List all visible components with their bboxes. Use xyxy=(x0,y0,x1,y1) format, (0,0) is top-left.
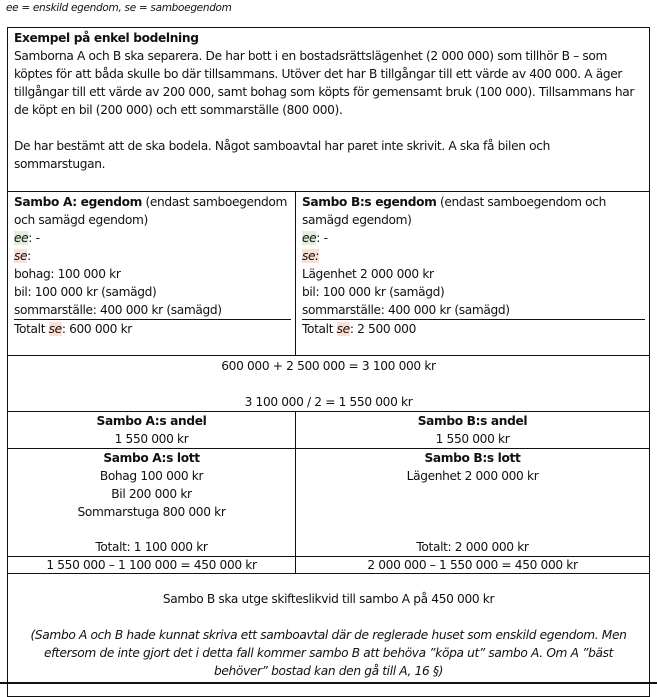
property-b-ee xyxy=(302,229,643,247)
total-se-label: se xyxy=(336,322,350,336)
property-b-heading-rest: (endast samboegendom och samägd egendom) xyxy=(302,195,606,227)
property-row xyxy=(8,192,650,356)
intro-paragraph-1: Samborna A och B ska separera. De har bott i en bostadsrättslägenhet (2 000 000) som tillhör B – som köptes för att båda skulle bo där tillsammans. Utöver det har B tillgångar till ett värde av 400 000. A äger tillgångar till ett värde av 200 000, samt bohag som köpts för gemensamt bruk (100 000). Tillsammans har de köpt en bil (200 000) och ett sommarställe (800 000). xyxy=(14,49,635,117)
andel-a-cell xyxy=(8,412,296,449)
conclusion-note: (Sambo A och B hade kunnat skriva ett samboavtal där de reglerade huset som enskild egendom. Men eftersom de inte gjort det i detta fall kommer sambo B att behöva ”köpa ut” sambo A. Om A ”bäst behöver” bostad kan den gå till A, 16 §) xyxy=(30,628,627,678)
sum-row xyxy=(8,356,650,412)
lott-b-title: Sambo B:s lott xyxy=(424,451,521,465)
diff-row xyxy=(8,557,650,574)
bodelning-table xyxy=(7,27,650,697)
sum-gap xyxy=(14,375,643,393)
andel-a-value: 1 550 000 kr xyxy=(114,432,189,446)
andel-row xyxy=(8,412,650,449)
property-a-heading-rest: (endast samboegendom och samägd egendom) xyxy=(14,195,288,227)
property-b-cell xyxy=(296,192,650,356)
property-a-item: bohag: 100 000 kr xyxy=(14,267,121,281)
lott-row xyxy=(8,449,650,557)
sum-total-line: 600 000 + 2 500 000 = 3 100 000 kr xyxy=(221,359,436,373)
legend-text: ee = enskild egendom, se = samboegendom xyxy=(6,2,232,14)
lott-a-cell xyxy=(8,449,296,557)
property-a-heading xyxy=(14,195,287,227)
intro-row xyxy=(8,28,650,192)
total-value: : 600 000 kr xyxy=(61,322,132,336)
property-b-item: bil: 100 000 kr (samägd) xyxy=(302,285,445,299)
se-label: se: xyxy=(302,249,319,263)
sum-cell xyxy=(8,356,650,412)
total-prefix: Totalt xyxy=(14,322,49,336)
property-b-heading xyxy=(302,195,606,227)
lott-b-total: Totalt: 2 000 000 kr xyxy=(416,540,529,554)
ee-label: ee xyxy=(14,231,29,245)
conclusion-cell xyxy=(8,574,650,697)
sum-half-line: 3 100 000 / 2 = 1 550 000 kr xyxy=(244,395,413,409)
property-b-se xyxy=(302,247,643,265)
property-a-item: sommarställe: 400 000 kr (samägd) xyxy=(14,301,291,320)
se-value: : xyxy=(27,249,31,263)
diff-a-cell: 1 550 000 – 1 100 000 = 450 000 kr xyxy=(8,557,296,574)
andel-b-value: 1 550 000 kr xyxy=(435,432,510,446)
intro-cell xyxy=(8,28,650,192)
example-title: Exempel på enkel bodelning xyxy=(14,31,199,45)
se-label: se xyxy=(14,249,28,263)
ee-label: ee xyxy=(302,231,317,245)
property-b-heading-bold: Sambo B:s egendom xyxy=(302,195,437,209)
page-bottom-rule xyxy=(0,682,657,684)
total-se-label: se xyxy=(48,322,62,336)
lott-a-item: Sommarstuga 800 000 kr xyxy=(77,505,226,519)
property-a-se xyxy=(14,247,289,265)
property-b-item: sommarställe: 400 000 kr (samägd) xyxy=(302,301,645,320)
property-a-cell xyxy=(8,192,296,356)
diff-b-cell: 2 000 000 – 1 550 000 = 450 000 kr xyxy=(296,557,650,574)
total-prefix: Totalt xyxy=(302,322,337,336)
ee-value: : - xyxy=(316,231,328,245)
property-a-item: bil: 100 000 kr (samägd) xyxy=(14,285,157,299)
property-a-total xyxy=(14,320,289,338)
property-b-item: Lägenhet 2 000 000 kr xyxy=(302,267,434,281)
property-b-total xyxy=(302,320,643,338)
andel-b-title: Sambo B:s andel xyxy=(417,414,528,428)
conclusion-main: Sambo B ska utge skifteslikvid till sambo A på 450 000 kr xyxy=(162,592,495,606)
property-a-heading-bold: Sambo A: egendom xyxy=(14,195,142,209)
intro-paragraph-2: De har bestämt att de ska bodela. Något samboavtal har paret inte skrivit. A ska få bilen och sommarstugan. xyxy=(14,139,550,171)
lott-b-item: Lägenhet 2 000 000 kr xyxy=(406,469,539,483)
lott-a-item: Bil 200 000 kr xyxy=(111,487,192,501)
andel-a-title: Sambo A:s andel xyxy=(96,414,207,428)
lott-a-item: Bohag 100 000 kr xyxy=(99,469,204,483)
lott-a-title: Sambo A:s lott xyxy=(103,451,200,465)
conclusion-row xyxy=(8,574,650,697)
lott-a-total: Totalt: 1 100 000 kr xyxy=(95,540,208,554)
total-value: : 2 500 000 xyxy=(349,322,416,336)
property-a-ee xyxy=(14,229,289,247)
lott-b-cell xyxy=(296,449,650,557)
andel-b-cell xyxy=(296,412,650,449)
ee-value: : - xyxy=(28,231,40,245)
